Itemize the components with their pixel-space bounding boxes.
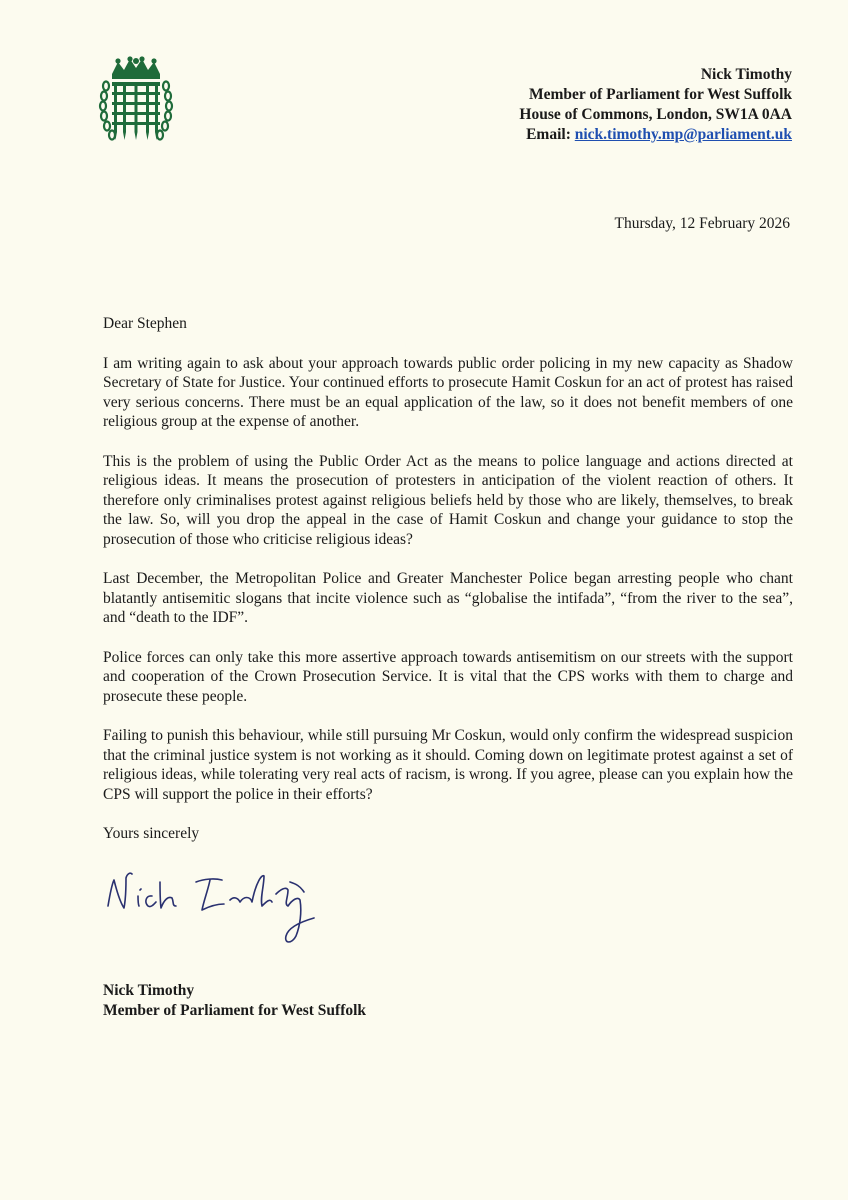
signoff-role: Member of Parliament for West Suffolk: [103, 1002, 367, 1019]
sender-role: Member of Parliament for West Suffolk: [528, 86, 792, 103]
body-paragraph: Failing to punish this behaviour, while still pursuing Mr Coskun, would only confirm the widespread suspicion that the criminal justice system is not working as it should. Coming down on legitimate protest against a set of religious ideas, while tolerating very real acts of racism, is wrong. If you agree, please can you explain how the CPS will support the police in their efforts?: [103, 727, 793, 803]
sender-email-line: [519, 125, 792, 145]
body-paragraph: I am writing again to ask about your approach towards public order policing in my new capacity as Shadow Secretary of State for Justice. Your continued efforts to prosecute Hamit Coskun for an act of protest has raised very serious concerns. There must be an equal application of the law, so it does not benefit members of one religious group at the expense of another.: [103, 354, 793, 430]
signoff-name: Nick Timothy: [103, 982, 195, 999]
letterhead: [519, 65, 792, 145]
body-paragraph: Police forces can only take this more assertive approach towards antisemitism on our streets with the support and cooperation of the Crown Prosecution Service. It is vital that the CPS works with them to charge and prosecute these people.: [103, 648, 793, 705]
email-label: Email:: [526, 126, 571, 143]
body-paragraph: This is the problem of using the Public Order Act as the means to police language and actions directed at religious ideas. It means the prosecution of protesters in anticipation of the violent reaction of others. It therefore only criminalises protest against religious beliefs held by those who are likely, themselves, to break the law. So, will you drop the appeal in the case of Hamit Coskun and change your guidance to stop the prosecution of those who criticise religious ideas?: [103, 452, 793, 548]
portcullis-icon: [98, 56, 174, 148]
salutation: Dear Stephen: [103, 315, 187, 332]
email-link[interactable]: nick.timothy.mp@parliament.uk: [574, 126, 792, 143]
sender-name: Nick Timothy: [700, 66, 792, 83]
letter-date: Thursday, 12 February 2026: [614, 215, 790, 232]
sender-address: House of Commons, London, SW1A 0AA: [519, 106, 792, 123]
letter-body: [103, 314, 793, 864]
signoff: [103, 981, 366, 1021]
body-paragraph: Last December, the Metropolitan Police and Greater Manchester Police began arresting people who chant blatantly antisemitic slogans that incite violence such as “globalise the intifada”, “from the river to the sea”, and “death to the IDF”.: [103, 570, 793, 626]
handwritten-signature: [104, 862, 334, 962]
closing: Yours sincerely: [103, 825, 200, 842]
